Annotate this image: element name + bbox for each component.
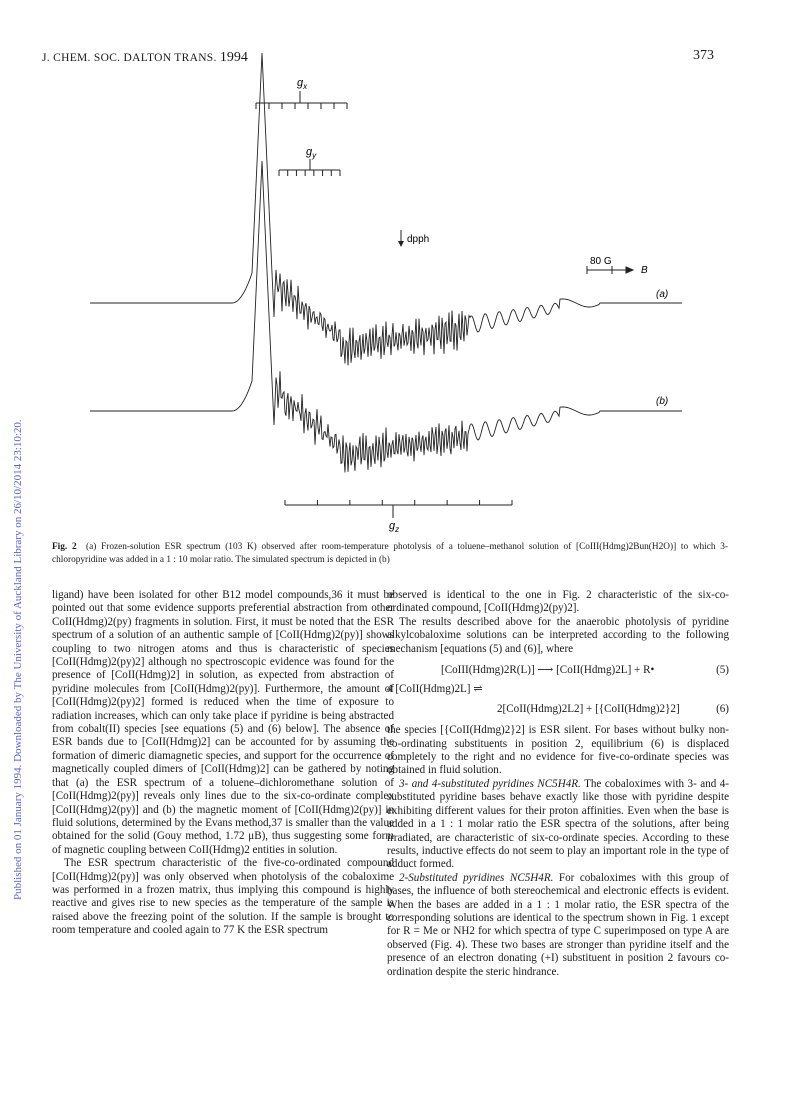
page-number: 373 bbox=[693, 48, 714, 63]
gx-label: $g_x$ bbox=[297, 77, 308, 91]
equation-6-right: 2[CoII(Hdmg)2L2] + [{CoII(Hdmg)2}2] bbox=[497, 702, 680, 715]
trace-a-label: (a) bbox=[656, 289, 669, 300]
dpph-marker bbox=[398, 230, 404, 247]
dpph-label: dpph bbox=[407, 234, 430, 245]
trace-b-label: (b) bbox=[656, 396, 669, 407]
journal-name: J. CHEM. SOC. DALTON TRANS. bbox=[42, 52, 217, 64]
paragraph: ligand) have been isolated for other B12 model compounds,36 it must be pointed out that some evidence supports preferential abstraction from other CoII(Hdmg)2(py) fragments in solution. First, it must be noted that the ESR spectrum of a solution of an authentic sample of [CoII(Hdmg)2(py)] shows coupling to two nitrogen atoms and thus is characteristic of species [CoII(Hdmg)2(py)2] although no spectroscopic evidence was found for the presence of [CoII(Hdmg)2] in solution, as expected from abstraction of pyridine molecules from [CoII(Hdmg)2(py)]. Furthermore, the amount of [CoII(Hdmg)2(py)2] formed is reduced when the time of exposure to radiation increases, which can only take place if pyridine is being abstracted from cobalt(II) species [see equations (5) and (6) below]. The absence of ESR bands due to [CoII(Hdmg)2] can be accounted for by assuming the formation of dimeric diamagnetic species, and support for the occurrence of magnetically coupled dimers of [CoII(Hdmg)2] can be gathered by noting that (a) the ESR spectrum of a toluene–dichloromethane solution of [CoII(Hdmg)2(py)] reveals only lines due to the six-co-ordinate complex [CoII(Hdmg)2(py)] and (b) the magnetic moment of [CoII(Hdmg)2(py)] in fluid solutions, determined by the Evans method,37 is smaller than the value obtained for the solid (Gouy method, 1.72 μB), thus suggesting some form of magnetic coupling between CoII(Hdmg)2 entities in solution. bbox=[52, 589, 394, 856]
paragraph-text: The cobaloximes with 3- and 4-substituted pyridine bases behave exactly like those with pyridine despite exhibiting different values for their proton affinities. Even when the base is added in a 1 : 1 molar ratio the ESR spectra of the solutions, after being irradiated, are characteristic of six-co-ordinate species. According to these results, inductive effects do not seem to play an important role in the type of adduct formed. bbox=[387, 777, 729, 871]
scale-label: 80 G bbox=[590, 256, 612, 267]
equation-6-line-1 bbox=[387, 683, 729, 696]
field-label: B bbox=[641, 265, 648, 276]
paragraph: The ESR spectrum characteristic of the five-co-ordinated compound [CoII(Hdmg)2(py)] was only observed when photolysis of the cobaloxime was performed in a frozen matrix, thus implying this compound is highly reactive and gives rise to new species as the temperature of the sample is raised above the freezing point of the solution. If the sample is brought to room temperature and cooled again to 77 K the ESR spectrum bbox=[52, 857, 394, 937]
paragraph-text: For cobaloximes with this group of bases, the influence of both stereochemical and electronic effects is evident. When the bases are added in a 1 : 1 molar ratio, the ESR spectra of the corresponding solutions are identical to the spectrum shown in Fig. 1 except for R = Me or NH2 for which spectra of type C superimposed on type A are observed (Fig. 4). These two bases are stronger than pyridine itself and the presence of an electron donating (+I) substituent in position 2 favours co-ordination despite the steric hindrance. bbox=[387, 871, 729, 978]
gx-ticks bbox=[256, 103, 347, 109]
equation-5-body: [CoIII(Hdmg)2R(L)] ⟶ [CoII(Hdmg)2L] + R• bbox=[441, 664, 655, 677]
paragraph: the species [{CoII(Hdmg)2}2] is ESR silent. For bases without bulky non-co-ordinating substituents in position 2, equilibrium (6) is displaced completely to the right and no evidence for five-co-ordinate species was obtained in fluid solution. bbox=[387, 724, 729, 777]
trace-b-line bbox=[90, 161, 682, 473]
figure-caption bbox=[52, 541, 728, 567]
subheading: 2-Substituted pyridines NC5H4R. bbox=[399, 871, 554, 884]
gz-label: $g_z$ bbox=[389, 520, 400, 534]
gy-label: $g_y$ bbox=[306, 146, 317, 160]
equation-5 bbox=[387, 664, 729, 677]
paragraph: observed is identical to the one in Fig. 2 characteristic of the six-co-ordinated compound, [CoII(Hdmg)2(py)2]. bbox=[387, 589, 729, 615]
scale-bar bbox=[587, 266, 633, 274]
equation-6-line-2 bbox=[387, 703, 729, 716]
right-column bbox=[387, 589, 729, 979]
journal-year: 1994 bbox=[219, 50, 248, 65]
gx-stick-pattern bbox=[256, 91, 347, 103]
figure-number: Fig. 2 bbox=[52, 542, 77, 552]
paragraph bbox=[387, 778, 729, 872]
gy-stick-pattern bbox=[279, 159, 340, 170]
equation-5-number: (5) bbox=[716, 664, 729, 677]
trace-a-line bbox=[90, 53, 682, 365]
paragraph: The results described above for the anaerobic photolysis of pyridine alkylcobaloxime solutions can be interpreted according to the following mechanism [equations (5) and (6)], where bbox=[387, 615, 729, 655]
gz-ticks bbox=[285, 500, 512, 505]
equation-6-number: (6) bbox=[716, 702, 729, 715]
paragraph bbox=[387, 872, 729, 979]
subheading: 3- and 4-substituted pyridines NC5H4R. bbox=[399, 777, 581, 790]
gy-ticks bbox=[279, 170, 340, 176]
equation-6-left: 4 [CoII(Hdmg)2L] ⇌ bbox=[387, 683, 483, 696]
esr-spectrum-figure bbox=[0, 0, 799, 540]
left-column bbox=[52, 589, 394, 938]
download-notice-text: Published on 01 January 1994. Downloaded by The University of Auckland Library on 26/10/2014 23:10:20. bbox=[12, 419, 24, 900]
gz-stick-pattern bbox=[285, 505, 512, 518]
caption-text: (a) Frozen-solution ESR spectrum (103 K) observed after room-temperature photolysis of a toluene–methanol solution of [CoIII(Hdmg)2Bun(H2O)] to which 3-chloropyridine was added in a 1 : 10 molar ratio. The simulated spectrum is depicted in (b) bbox=[52, 542, 729, 565]
